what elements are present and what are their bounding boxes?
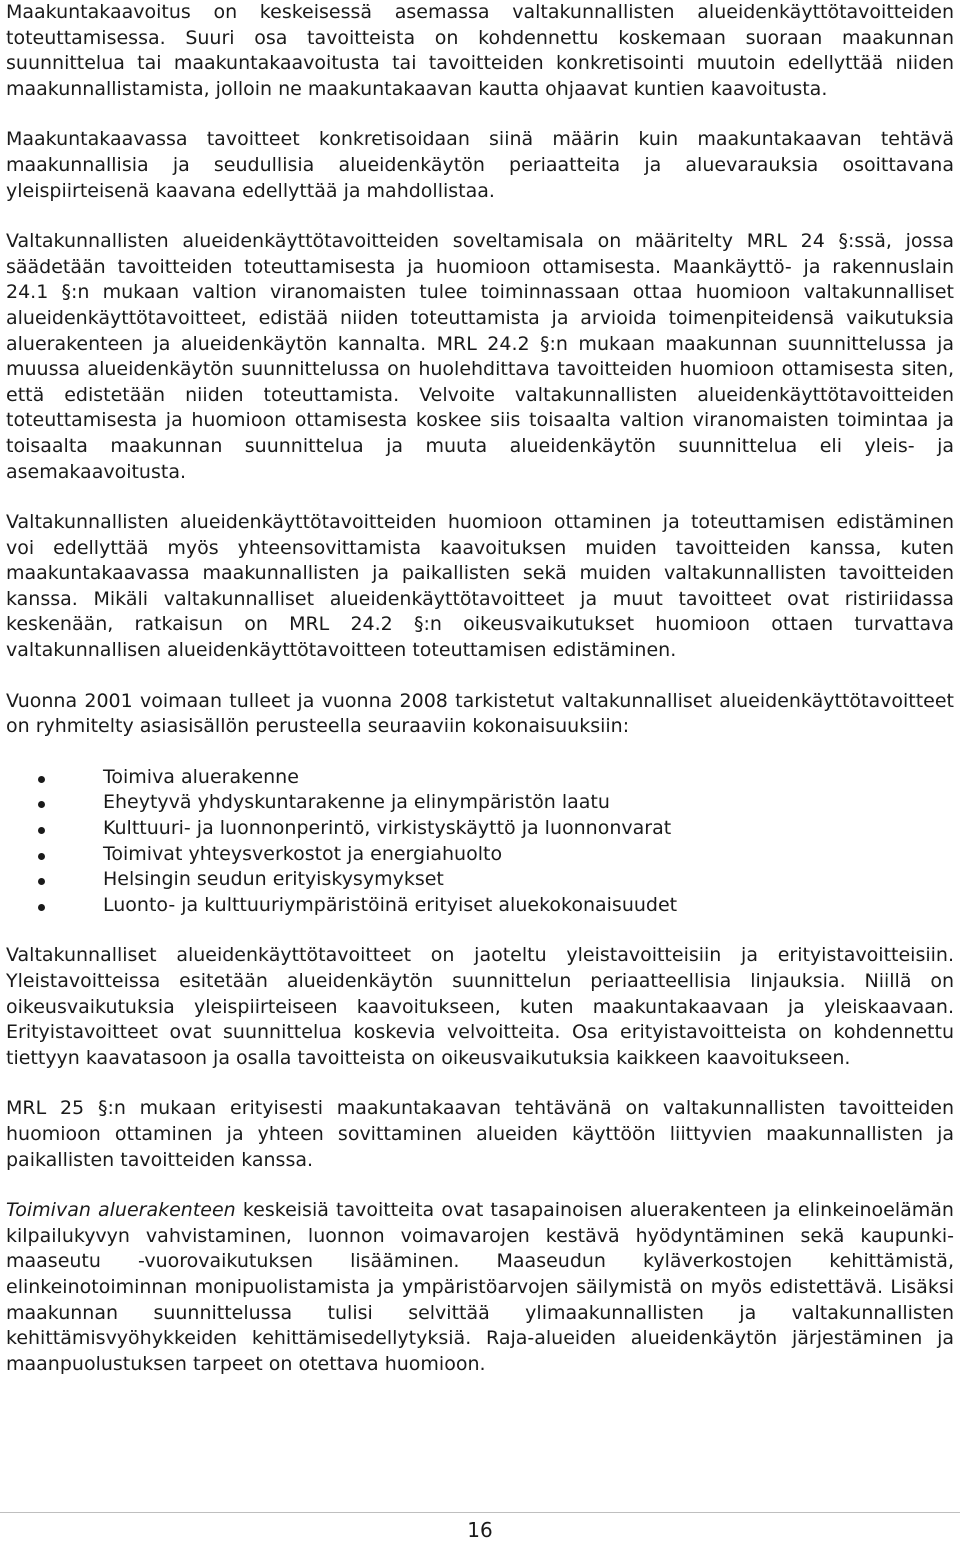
paragraph-regional-structure: Toimivan aluerakenteen keskeisiä tavoitteita ovat tasapainoisen aluerakenteen ja elinkeinoelämän kilpailukyvyn vahvistaminen, luonnon voimavarojen kestävä hyödyntäminen sekä kaupunki-maaseutu -vuorovaikutuksen lisääminen. Maaseudun kyläverkostojen kehittämistä, elinkeinotoiminnan monipuolistamista ja ympäristöarvojen säilymistä on myös edistettävä. Lisäksi maakunnan suunnittelussa tulisi selvittää ylimaakunnallisten ja valtakunnallisten kehittämisvyöhykkeiden kehittämisedellytyksiä. Raja-alueiden alueidenkäytön järjestäminen ja maanpuolustuksen tarpeet on otettava huomioon. (6, 1199, 954, 1375)
emphasis-term: Toimivan aluerakenteen (6, 1199, 236, 1222)
paragraph-general-special-goals: Valtakunnalliset alueidenkäyttötavoitteet on jaoteltu yleistavoitteisiin ja erityistavoitteisiin. Yleistavoitteissa esitetään alueidenkäytön suunnittelun periaatteellisia linjauksia. Niillä on oikeusvaikutuksia yleispiirteiseen kaavoitukseen, kuten maakuntakaavaan ja yleiskaavaan. Erityistavoitteet ovat suunnittelua koskevia velvoitteita. Osa erityistavoitteista on kohdennettu tiettyyn kaavatasoon ja osalla tavoitteista on oikeusvaikutuksia kaikkeen kaavoitukseen. (6, 944, 954, 1069)
bullet-icon (38, 878, 45, 885)
document-page (6, 0, 954, 1377)
paragraph-scope-mrl24: Valtakunnallisten alueidenkäyttötavoitteiden soveltamisala on määritelty MRL 24 §:ssä, jossa säädetään tavoitteiden toteuttamisesta ja huomioon ottamisesta. Maankäyttö- ja rakennuslain 24.1 §:n mukaan valtion viranomaisten tulee toiminnassaan ottaa huomioon valtakunnalliset alueidenkäyttötavoitteet, edistää niiden toteuttamista ja arvioida toimenpiteidensä vaikutuksia aluerakenteen ja alueidenkäytön kannalta. MRL 24.2 §:n mukaan maakunnan suunnittelussa ja muussa alueidenkäytön suunnittelussa on huolehdittava tavoitteiden huomioon ottamisesta siten, että edistetään niiden toteuttamista. Velvoite valtakunnallisten alueidenkäyttötavoitteiden toteuttamisesta ja huomioon ottamisesta koskee siis toisaalta valtion viranomaisten toimintaa ja toisaalta maakunnan suunnittelua ja muuta alueidenkäytön suunnittelua eli yleis- ja asemakaavoitusta. (6, 230, 954, 483)
list-item: Luonto- ja kulttuuriympäristöinä erityiset aluekokonaisuudet (6, 893, 954, 919)
paragraph-intro: Maakuntakaavoitus on keskeisessä asemassa valtakunnallisten alueidenkäyttötavoitteiden toteuttamisessa. Suuri osa tavoitteista on kohdennettu koskemaan suoraan maakunnan suunnittelua tai maakuntakaavoitusta tai tavoitteiden konkretisointi muutoin edellyttää niiden maakunnallistamista, jolloin ne maakuntakaavan kautta ohjaavat kuntien kaavoitusta. (6, 1, 954, 100)
list-item: Toimivat yhteysverkostot ja energiahuolto (6, 842, 954, 868)
goal-groups-list (6, 765, 954, 919)
list-item: Helsingin seudun erityiskysymykset (6, 867, 954, 893)
bullet-icon (38, 853, 45, 860)
bullet-icon (38, 801, 45, 808)
page-number: 16 (467, 1518, 493, 1542)
paragraph-grouping-intro: Vuonna 2001 voimaan tulleet ja vuonna 2008 tarkistetut valtakunnalliset alueidenkäyttötavoitteet on ryhmitelty asiasisällön perusteella seuraaviin kokonaisuuksiin: (6, 689, 954, 738)
footer-divider (0, 1512, 960, 1513)
bullet-icon (38, 776, 45, 783)
paragraph-coordination: Valtakunnallisten alueidenkäyttötavoitteiden huomioon ottaminen ja toteuttamisen edistäminen voi edellyttää myös yhteensovittamista kaavoituksen muiden tavoitteiden kanssa, kuten maakuntakaavassa maakunnallisten ja paikallisten sekä muiden valtakunnallisten tavoitteiden kanssa. Mikäli valtakunnalliset alueidenkäyttötavoitteet ja muut tavoitteet ovat ristiriidassa keskenään, ratkaisun on MRL 24.2 §:n oikeusvaikutukset huomioon ottaen turvattava valtakunnallisen alueidenkäyttötavoitteen toteuttamisen edistäminen. (6, 511, 954, 662)
paragraph-maakuntakaava-goals: Maakuntakaavassa tavoitteet konkretisoidaan siinä määrin kuin maakuntakaavan tehtävä maakunnallisia ja seudullisia alueidenkäytön periaatteita ja aluevarauksia osoittavana yleispiirteisenä kaavana edellyttää ja mahdollistaa. (6, 128, 954, 202)
bullet-icon (38, 904, 45, 911)
paragraph-mrl25: MRL 25 §:n mukaan erityisesti maakuntakaavan tehtävänä on valtakunnallisten tavoitteiden huomioon ottaminen ja yhteen sovittaminen alueiden käyttöön liittyvien maakunnallisten ja paikallisten tavoitteiden kanssa. (6, 1097, 954, 1171)
list-item: Eheytyvä yhdyskuntarakenne ja elinympäristön laatu (6, 790, 954, 816)
list-item: Toimiva aluerakenne (6, 765, 954, 791)
list-item: Kulttuuri- ja luonnonperintö, virkistyskäyttö ja luonnonvarat (6, 816, 954, 842)
bullet-icon (38, 827, 45, 834)
